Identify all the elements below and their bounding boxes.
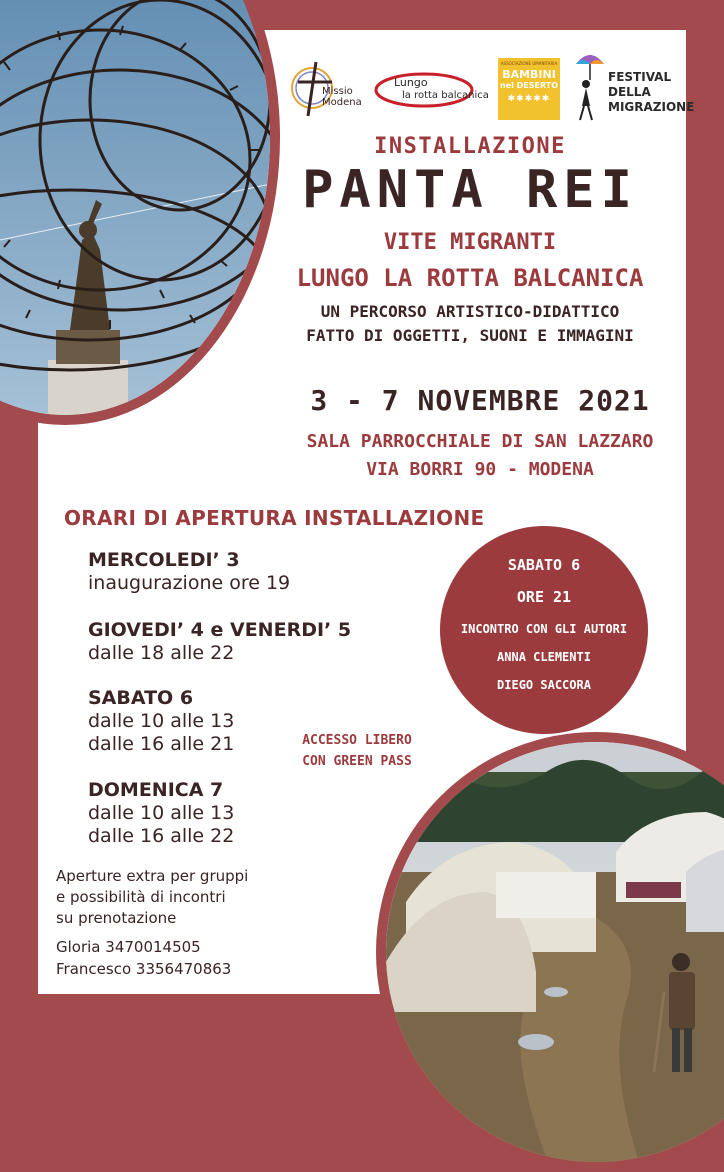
day-hours: dalle 16 alle 21 [88, 733, 235, 755]
extra-line1: Aperture extra per gruppi [56, 867, 249, 885]
missio-label: Missio Modena [322, 86, 362, 108]
day-thursday-friday [88, 618, 351, 665]
day-wednesday [88, 548, 290, 595]
lungo-line1: Lungo [394, 76, 428, 89]
installation-kicker: INSTALLAZIONE [374, 134, 566, 159]
description-line1: UN PERCORSO ARTISTICO-DIDATTICO [320, 302, 620, 321]
special-event-description: INCONTRO CON GLI AUTORI [460, 622, 628, 636]
event-venue [160, 428, 724, 484]
special-event-author: DIEGO SACCORA [497, 678, 591, 692]
day-name: MERCOLEDI’ 3 [88, 549, 240, 571]
contact-row [56, 958, 231, 980]
bambini-small-label: ASSOCIAZIONE UMANITARIA [500, 61, 558, 66]
special-event-badge [440, 526, 648, 734]
access-line2: CON GREEN PASS [302, 754, 412, 769]
children-figures-icon: ✱✱✱✱✱ [507, 94, 551, 104]
lungo-line2: la rotta balcanica [402, 90, 489, 101]
day-hours: dalle 10 alle 13 [88, 710, 235, 732]
day-name: DOMENICA 7 [88, 779, 224, 801]
refugee-camp-illustration [386, 742, 724, 1172]
extra-openings-note [56, 866, 296, 929]
day-hours: dalle 16 alle 22 [88, 825, 235, 847]
contact-phone[interactable]: 3470014505 [105, 938, 201, 956]
day-sunday [88, 778, 234, 848]
description-line2: FATTO DI OGGETTI, SUONI E IMMAGINI [306, 326, 634, 345]
contacts [56, 936, 231, 980]
contact-name: Francesco [56, 960, 132, 978]
special-event-day: SABATO 6 [507, 556, 581, 574]
bambini-main-label: BAMBINI [502, 68, 556, 81]
umbrella-figure-icon [572, 50, 608, 122]
event-dates: 3 - 7 NOVEMBRE 2021 [310, 384, 650, 417]
subtitle-vite-migranti: VITE MIGRANTI [383, 230, 557, 255]
day-hours: dalle 18 alle 22 [88, 642, 235, 664]
venue-line1: SALA PARROCCHIALE DI SAN LAZZARO [306, 431, 654, 452]
contact-name: Gloria [56, 938, 101, 956]
festival-line3: MIGRAZIONE [608, 100, 695, 114]
contact-row [56, 936, 231, 958]
day-name: GIOVEDI’ 4 e VENERDI’ 5 [88, 619, 352, 641]
extra-line3: su prenotazione [56, 909, 177, 927]
bambini-sub-label: nel DESERTO [499, 81, 559, 90]
opening-hours-title: ORARI DI APERTURA INSTALLAZIONE [64, 506, 485, 530]
description [210, 300, 724, 348]
extra-line2: e possibilità di incontri [56, 888, 226, 906]
festival-line2: DELLA [608, 85, 651, 99]
special-event-author: ANNA CLEMENTI [497, 650, 591, 664]
festival-line1: FESTIVAL [608, 70, 672, 84]
day-hours: dalle 10 alle 13 [88, 802, 235, 824]
access-line1: ACCESSO LIBERO [302, 733, 412, 748]
bambini-nel-deserto-logo [498, 58, 560, 120]
festival-migrazione-logo [572, 50, 695, 122]
lungo-rotta-logo [372, 70, 489, 112]
contact-phone[interactable]: 3356470863 [135, 960, 232, 978]
special-event-time: ORE 21 [516, 588, 572, 606]
day-hours: inaugurazione ore 19 [88, 572, 291, 594]
day-name: SABATO 6 [88, 687, 194, 709]
page-title: PANTA REI [302, 160, 638, 220]
venue-line2: VIA BORRI 90 - MODENA [366, 459, 594, 480]
day-saturday [88, 686, 234, 756]
access-note [294, 730, 420, 772]
missio-modena-logo [290, 58, 370, 118]
subtitle-rotta-balcanica: LUNGO LA ROTTA BALCANICA [296, 264, 644, 292]
